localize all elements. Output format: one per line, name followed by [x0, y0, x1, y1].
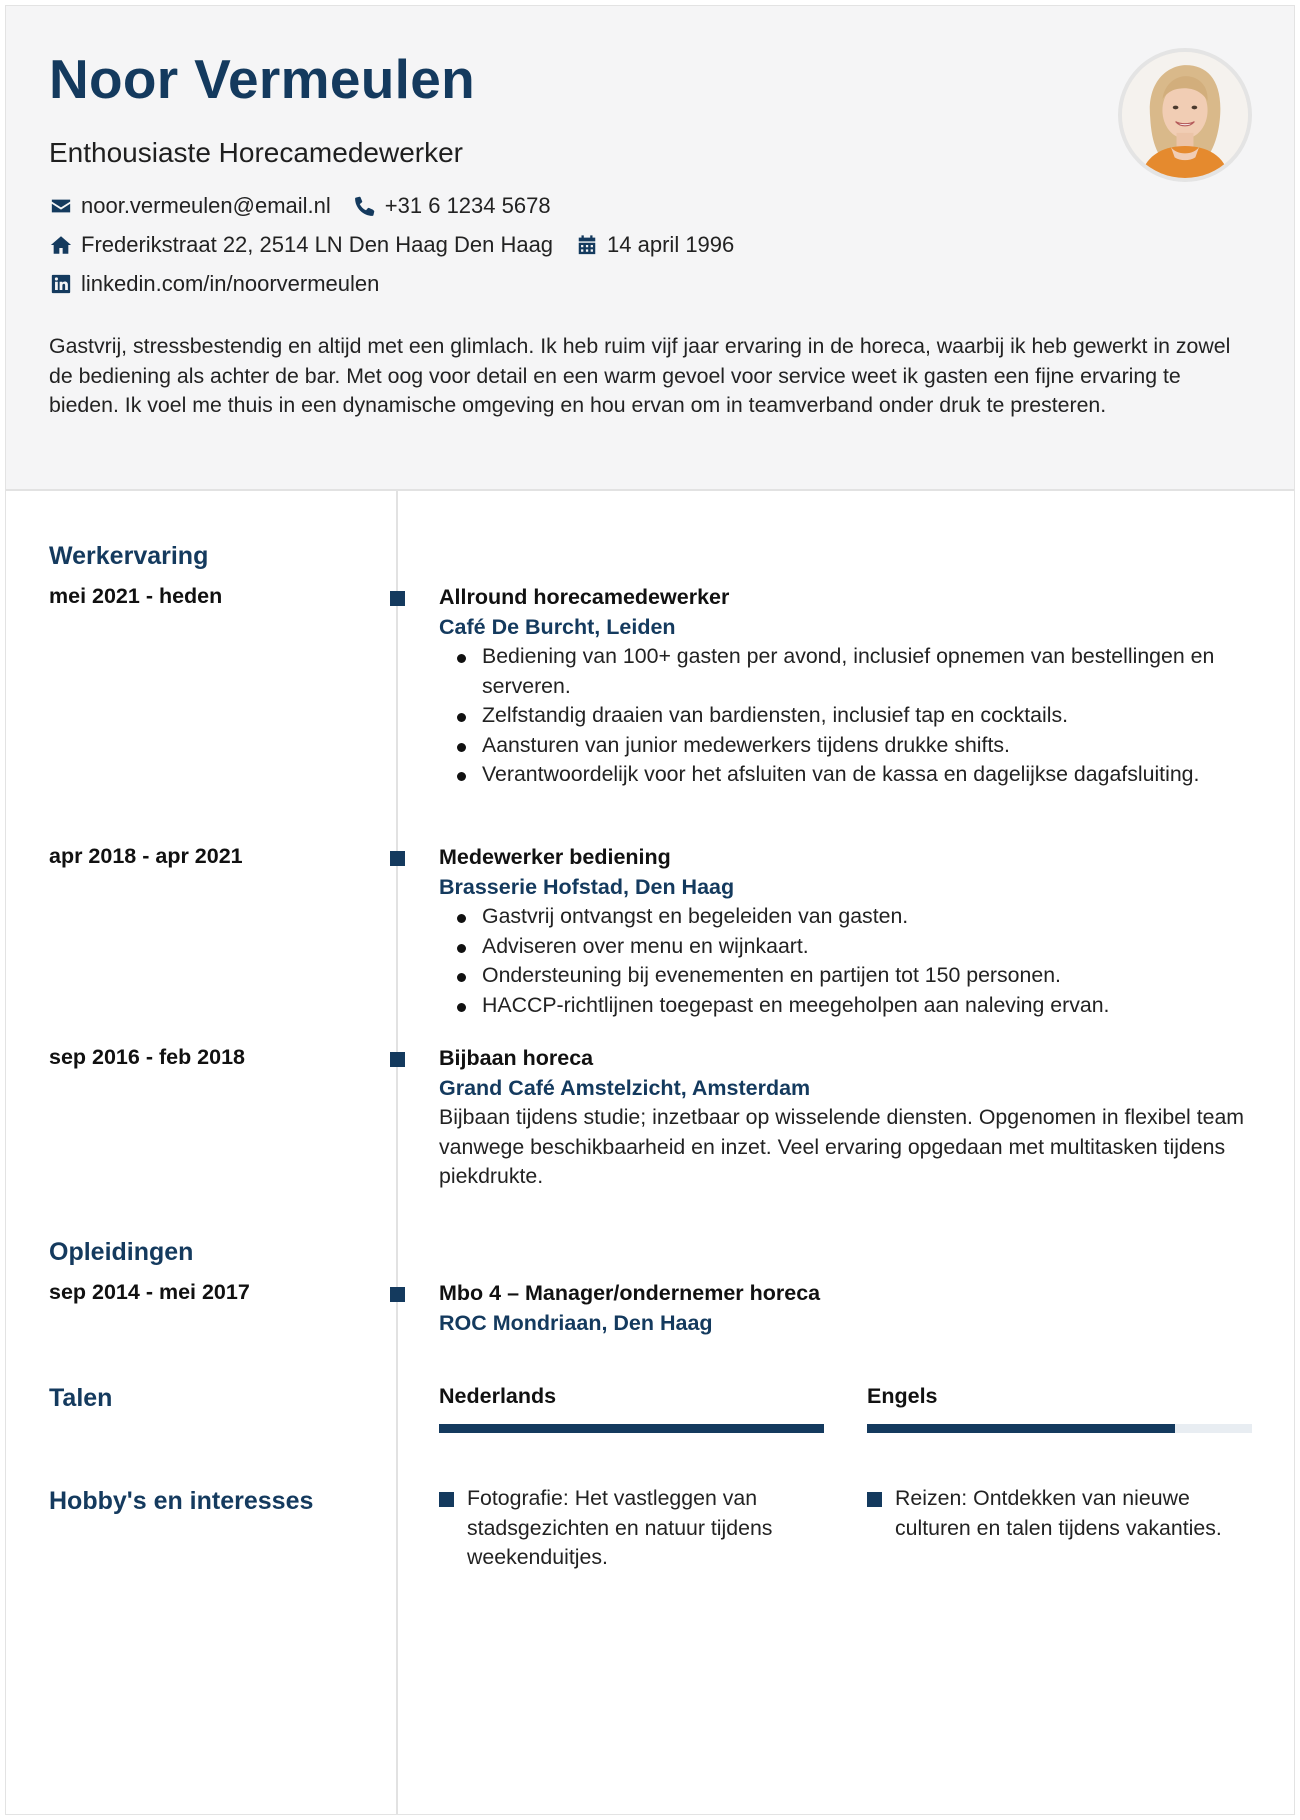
candidate-name: Noor Vermeulen	[49, 48, 475, 110]
job-description: Bijbaan tijdens studie; inzetbaar op wisselende diensten. Opgenomen in flexibel team vanwege beschikbaarheid en inzet. Veel ervaring opgedaan met multitasken tijdens piekdrukte.	[439, 1105, 1245, 1189]
language-level-bar	[439, 1424, 824, 1433]
duty-item: Ondersteuning bij evenementen en partijen tot 150 personen.	[439, 961, 1259, 991]
language-name: Nederlands	[439, 1384, 557, 1408]
column-divider	[396, 491, 398, 1815]
language-level-fill	[867, 1424, 1175, 1433]
contact-linkedin[interactable]	[49, 271, 379, 297]
hobby-item	[439, 1484, 809, 1573]
experience-date: mei 2021 - heden	[49, 584, 223, 608]
hobby-text: Reizen: Ontdekken van nieuwe culturen en talen tijdens vakanties.	[895, 1486, 1222, 1540]
contact-phone[interactable]	[353, 193, 551, 219]
duty-item: Bediening van 100+ gasten per avond, inclusief opnemen van bestellingen en serveren.	[439, 642, 1259, 701]
job-title: Medewerker bediening	[439, 845, 671, 869]
timeline-marker	[390, 591, 405, 606]
duty-item: Verantwoordelijk voor het afsluiten van de kassa en dagelijkse dagafsluiting.	[439, 760, 1259, 790]
duty-item: Adviseren over menu en wijnkaart.	[439, 932, 1259, 962]
phone-icon	[353, 194, 377, 218]
contact-email[interactable]	[49, 193, 331, 219]
language-item	[867, 1386, 1252, 1408]
experience-entry	[439, 582, 1259, 790]
duty-list	[439, 902, 1259, 1020]
resume-page	[5, 5, 1295, 1815]
linkedin-icon	[49, 272, 73, 296]
education-entry	[439, 1278, 1259, 1338]
birthdate-text: 14 april 1996	[607, 232, 735, 257]
employer: Brasserie Hofstad, Den Haag	[439, 875, 735, 899]
language-item	[439, 1386, 824, 1408]
timeline-marker	[390, 851, 405, 866]
section-title-languages: Talen	[49, 1384, 113, 1412]
duty-item: HACCP-richtlijnen toegepast en meegeholpen aan naleving ervan.	[439, 991, 1259, 1021]
duty-item: Zelfstandig draaien van bardiensten, inclusief tap en cocktails.	[439, 701, 1259, 731]
candidate-role: Enthousiaste Horecamedewerker	[49, 137, 463, 168]
contact-row-1	[49, 191, 573, 221]
degree-title: Mbo 4 – Manager/ondernemer horeca	[439, 1281, 821, 1305]
resume-header	[6, 6, 1294, 491]
profile-photo	[1118, 48, 1252, 182]
duty-item: Aansturen van junior medewerkers tijdens drukke shifts.	[439, 731, 1259, 761]
address-text: Frederikstraat 22, 2514 LN Den Haag Den Haag	[81, 232, 554, 257]
timeline-marker	[390, 1052, 405, 1067]
linkedin-text: linkedin.com/in/noorvermeulen	[81, 271, 380, 296]
school: ROC Mondriaan, Den Haag	[439, 1311, 713, 1335]
home-icon	[49, 233, 73, 257]
phone-text: +31 6 1234 5678	[384, 193, 551, 218]
email-text: noor.vermeulen@email.nl	[81, 193, 331, 218]
job-title: Allround horecamedewerker	[439, 585, 730, 609]
hobby-text: Fotografie: Het vastleggen van stadsgezichten en natuur tijdens weekenduitjes.	[467, 1486, 773, 1570]
language-level-fill	[439, 1424, 824, 1433]
section-title-hobbies: Hobby's en interesses	[49, 1487, 314, 1515]
section-title-education: Opleidingen	[49, 1238, 194, 1266]
education-date: sep 2014 - mei 2017	[49, 1280, 250, 1304]
experience-date: apr 2018 - apr 2021	[49, 844, 243, 868]
job-title: Bijbaan horeca	[439, 1046, 594, 1070]
profile-summary: Gastvrij, stressbestendig en altijd met een glimlach. Ik heb ruim vijf jaar ervaring in de horeca, waarbij ik heb gewerkt in zowel de bediening als achter de bar. Met oog voor detail en een warm gevoel voor service weet ik gasten een fijne ervaring te bieden. Ik voel me thuis in een dynamische omgeving en hou ervan om in teamverband onder druk te presteren.	[49, 334, 1231, 418]
contact-birthdate	[575, 232, 734, 258]
envelope-icon	[49, 194, 73, 218]
hobby-marker	[867, 1492, 882, 1507]
contact-row-3	[49, 269, 401, 299]
duty-item: Gastvrij ontvangst en begeleiden van gasten.	[439, 902, 1259, 932]
contact-address	[49, 232, 553, 258]
calendar-icon	[575, 233, 599, 257]
section-title-experience: Werkervaring	[49, 542, 209, 570]
language-level-bar	[867, 1424, 1252, 1433]
experience-entry	[439, 1043, 1259, 1192]
duty-list	[439, 642, 1259, 790]
hobby-marker	[439, 1492, 454, 1507]
employer: Grand Café Amstelzicht, Amsterdam	[439, 1076, 811, 1100]
employer: Café De Burcht, Leiden	[439, 615, 676, 639]
contact-row-2	[49, 230, 756, 260]
timeline-marker	[390, 1287, 405, 1302]
language-name: Engels	[867, 1384, 938, 1408]
experience-entry	[439, 842, 1259, 1020]
experience-date: sep 2016 - feb 2018	[49, 1045, 246, 1069]
hobby-item	[867, 1484, 1237, 1543]
